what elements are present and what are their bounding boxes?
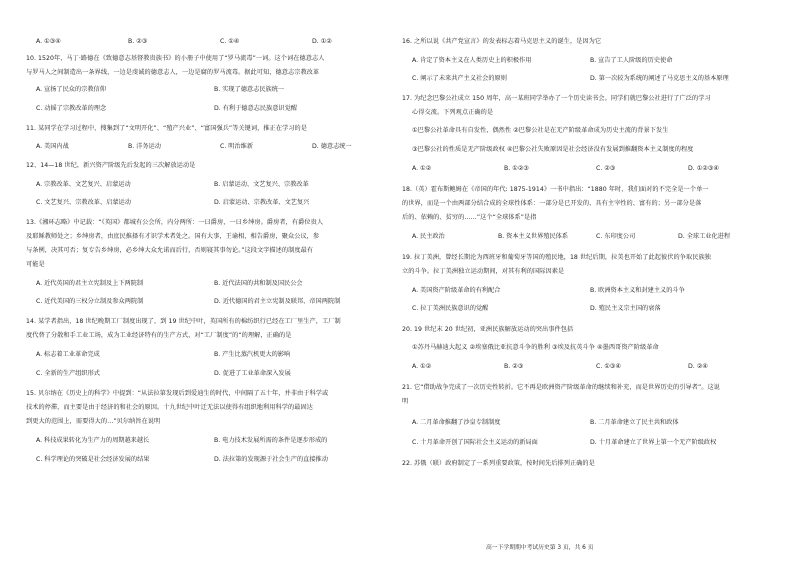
q17-line-4: ③巴黎公社的性质是无产阶级政权 ④巴黎公社失败原因是社会经济没有发展到推翻资本主义制度的程度 — [412, 146, 694, 153]
q12-line-1: 12、14—18 世纪，新兴资产阶级先后发起的三次解放运动是 — [26, 162, 196, 169]
q16-option-d: D. 第一次较为系统的阐述了马克思主义的基本原理 — [590, 75, 729, 82]
q14-option-d: D. 促进了工业革命深入发展 — [214, 370, 291, 377]
q13-option-c: C. 近代美国的三权分立制及参众两院制 — [36, 298, 144, 305]
page-footer: 高一下学期期中考试历史第 3 页，共 6 页 — [486, 545, 594, 551]
q14-option-c: C. 全新的生产组织形式 — [36, 370, 100, 377]
q19-line-2: 立的斗争。拉丁美洲独立运动期间，对其有利的国际因素是 — [402, 268, 565, 275]
q12-option-d: D. 启蒙运动、宗教改革、文艺复兴 — [214, 199, 310, 206]
q9-option-a: A. ①③④ — [36, 38, 61, 45]
q20-option-c: C. ①③④ — [596, 363, 621, 370]
q16-line-1: 16. 之所以说《共产党宣言》的发表标志着马克思主义的诞生，是因为它 — [402, 38, 602, 45]
q13-option-d: D. 近代德国的君主立宪制及联邦、帝国两院制 — [214, 298, 341, 305]
q10-option-b: B. 实现了德意志民族统一 — [214, 86, 285, 93]
q17-line-2: 心得交流。下列观点正确的是 — [412, 109, 494, 116]
q11-option-a: A. 美国内战 — [36, 143, 69, 150]
q18-option-a: A. 民主政治 — [412, 233, 445, 240]
q14-option-b: B. 产生比蒸汽机更大的影响 — [214, 351, 291, 358]
q20-option-d: D. ②④ — [688, 363, 708, 370]
q17-option-c: C. ②③ — [596, 165, 616, 172]
q14-option-a: A. 标志着工业革命完成 — [36, 351, 100, 358]
q21-option-b: B. 二月革命建立了民主共和政体 — [590, 419, 679, 426]
q14-line-1: 14. 某学者指出，18 世纪晚期工厂制度出现了，到 19 世纪中叶，英国所有的棉纺织行已经在工厂里生产，工厂制 — [26, 318, 341, 325]
q21-option-c: C. 十月革命开创了国际社会主义运动的新局面 — [412, 439, 538, 446]
q18-line-2: 的世界，而是一个由两部分结合成的全球性体系：一部分是已开发的、具有主宰性的、富有的；另一部分是落 — [402, 200, 702, 207]
q18-option-c: C. 东印度公司 — [596, 233, 636, 240]
q13-line-4: 可能是 — [26, 261, 45, 268]
q10-option-a: A. 宣扬了民众的宗教信仰 — [36, 86, 106, 93]
q18-line-1: 18.（英）霍布斯鲍姆在《帝国的年代: 1875-1914》一书中指出：“1880 年时，我们面对的不完全是一个单一 — [402, 186, 709, 193]
q11-option-b: B. 洋务运动 — [128, 143, 161, 150]
q13-line-3: 与条例，决其可否；复专告乡绅房，必乡绅大众允诺而后行，否则寝其事勿论。”这段文字描述的制度最有 — [26, 247, 314, 254]
q11-option-c: C. 明治维新 — [220, 143, 254, 150]
q16-option-c: C. 阐示了未来共产主义社会的原则 — [412, 75, 507, 82]
q19-line-1: 19. 拉丁美洲，曾经长期沦为西班牙和葡萄牙等国的殖民地，18 世纪后期，拉美也开始了此起彼伏的争取民族独 — [402, 254, 711, 261]
q15-option-b: B. 电力技术发展所需的条件是逐步形成的 — [214, 437, 328, 444]
q18-line-3: 后的、依赖的、贫穷的……”这个“全球体系”是指 — [402, 214, 537, 221]
q15-line-3: 到更大的范围上，需要得大的…”贝尔纳旨在说明 — [26, 418, 161, 425]
q21-line-2: 明 — [402, 398, 409, 405]
q20-line-2: ①苏丹马赫迪大起义 ②埃塞俄比亚抗意斗争的胜利 ③埃及抗英斗争 ④墨西哥资产阶级革命 — [412, 344, 659, 351]
q19-option-c: C. 拉丁美洲民族意识的觉醒 — [412, 305, 489, 312]
q21-option-d: D. 十月革命建立了世界上第一个无产阶级政权 — [590, 439, 717, 446]
q10-line-1: 10. 1520年，马丁·路德在《致德意志基督教贵族书》的小册子中使用了“罗马流毒”一词。这个词在德意志人 — [26, 55, 325, 62]
q12-option-a: A. 宗教改革、文艺复兴、启蒙运动 — [36, 181, 131, 188]
q12-option-b: B. 启蒙运动、文艺复兴、宗教改革 — [214, 181, 309, 188]
q13-option-a: A. 近代英国的君主立宪制及上下两院制 — [36, 280, 144, 287]
q17-line-1: 17. 为纪念巴黎公社成立 150 周年，高一某班同学举办了一个历史读书会。同学们就巴黎公社进行了广泛的学习 — [402, 95, 711, 102]
q9-option-c: C. ①④ — [220, 38, 240, 45]
q13-line-1: 13.《湘环志略》中记载：“《英国》都城有公会所，内分两所：一曰爵房，一曰乡绅房。爵房者，有爵位贵人 — [26, 219, 324, 226]
q17-option-d: D. ①②③④ — [688, 165, 719, 172]
q15-line-1: 15. 贝尔纳在《历史上的科学》中提到：“从法拉第发现后到爱迪生的时代，中间隔了五十年，并非由于科学或 — [26, 390, 329, 397]
q21-option-a: A. 二月革命推翻了沙皇专制制度 — [412, 419, 501, 426]
q19-option-d: D. 殖民主义宗主国的衰落 — [590, 305, 661, 312]
q18-option-b: B. 资本主义世界殖民体系 — [498, 233, 569, 240]
left-column — [26, 0, 398, 562]
q21-line-1: 21. 它“借助战争完成了一次历史性转折。它不再是欧洲资产阶级革命的继续和补充，而是世界历史的引导者”。这说 — [402, 384, 720, 391]
q14-line-2: 度代替了分散和手工业工场，成为工业经济特有的生产方式，对“工厂制度”的“的理解，正确的是 — [26, 332, 292, 339]
q10-option-c: C. 动摇了宗教改革的理念 — [36, 105, 107, 112]
q15-option-a: A. 科技成果转化为生产力的周期越来越长 — [36, 437, 150, 444]
q20-option-a: A. ①② — [412, 363, 432, 370]
q13-option-b: B. 近代法国的共和制及国民公会 — [214, 280, 303, 287]
q17-option-a: A. ①② — [412, 165, 432, 172]
q10-option-d: D. 有利于德意志民族意识觉醒 — [214, 105, 297, 112]
q10-line-2: 与罗马人之间制造出一条界线，一边是虔诚的德意志人，一边是腐的罗马流毒。据此可知，德意志宗教改革 — [26, 69, 320, 76]
q17-line-3: ①巴黎公社革命具有自发性，偶然性 ②巴黎公社是在无产阶级革命成为历史主流的背景下发生 — [412, 127, 669, 134]
q12-option-c: C. 文艺复兴、宗教改革、启蒙运动 — [36, 199, 131, 206]
q17-option-b: B. ①②③ — [504, 165, 529, 172]
q13-line-2: 及耶稣教师处之；乡绅房者，由庶民推择有才识学术者处之。国有大事，王谕相，相告爵房，聚众公议，参 — [26, 233, 320, 240]
q9-option-d: D. ①② — [312, 38, 332, 45]
q22-line-1: 22. 苏俄（联）政府制定了一系列重要政策，按时间先后排列正确的是 — [402, 460, 595, 467]
q16-option-a: A. 肯定了资本主义在人类历史上的积极作用 — [412, 57, 532, 64]
q19-option-a: A. 美国资产阶级革命的有利配合 — [412, 287, 501, 294]
q15-option-c: C. 科学理论的突破是社会经济发展的结果 — [36, 456, 150, 463]
q20-option-b: B. ②③ — [504, 363, 524, 370]
q15-option-d: D. 法拉第的发现源于社会生产的直接推动 — [214, 456, 328, 463]
q9-option-b: B. ②③ — [128, 38, 148, 45]
q19-option-b: B. 欧洲资本主义和封建主义的斗争 — [590, 287, 685, 294]
q18-option-d: D. 全球工业化进程 — [678, 233, 731, 240]
q15-line-2: 技术的停滞，而主要是由于经济的和社会的原因。十九世纪中叶迁无法以使得有组织地利用科学的最固达 — [26, 404, 313, 411]
q11-option-d: D. 德意志统一 — [312, 143, 352, 150]
q16-option-b: B. 宣告了工人阶级的历史使命 — [590, 57, 673, 64]
right-column — [402, 0, 774, 562]
q20-line-1: 20. 19 世纪末 20 世纪初，亚洲民族解放运动的突出事件包括 — [402, 326, 574, 333]
q11-line-1: 11. 某同学在学习过程中，搜集到了“文明开化”、“殖产兴业”、“富国强兵”等关键词，推正在学习的是 — [26, 125, 308, 132]
